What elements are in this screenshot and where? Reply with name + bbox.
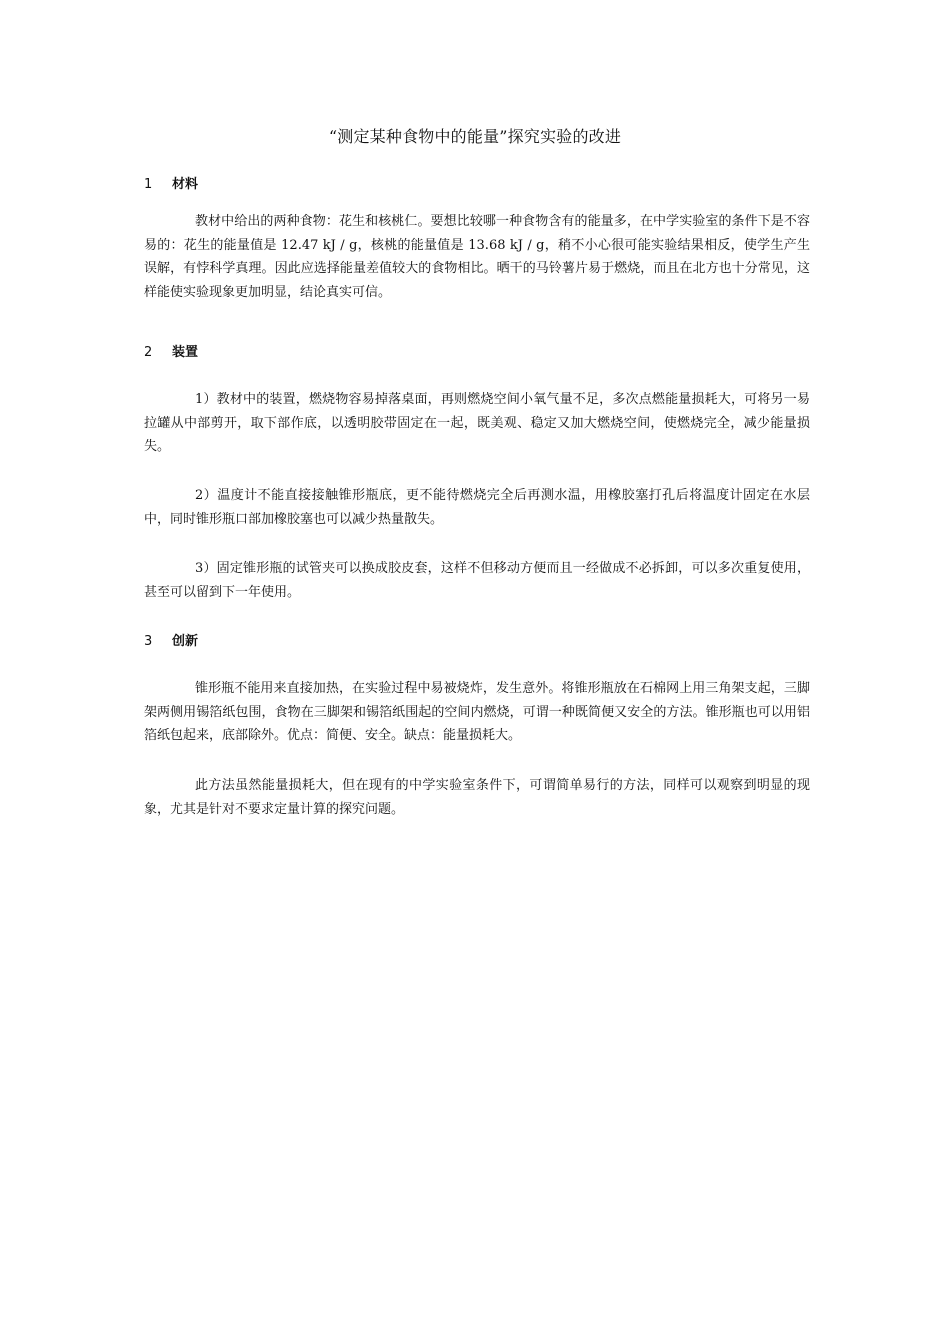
paragraph-innovation-2: 此方法虽然能量损耗大，但在现有的中学实验室条件下，可谓简单易行的方法，同样可以观察到明显的现象，尤其是针对不要求定量计算的探究问题。: [144, 778, 810, 817]
section-heading-materials: [144, 175, 198, 195]
section-title: 材料: [172, 177, 199, 192]
paragraph-apparatus-3: 3）固定锥形瓶的试管夹可以换成胶皮套，这样不但移动方便而且一经做成不必拆卸，可以多次重复使用，甚至可以留到下一年使用。: [144, 561, 810, 600]
section-title: 装置: [172, 345, 199, 360]
section-heading-innovation: [144, 632, 198, 652]
section-heading-apparatus: [144, 343, 198, 363]
paragraph-apparatus-2: 2）温度计不能直接接触锥形瓶底，更不能待燃烧完全后再测水温，用橡胶塞打孔后将温度计固定在水层中，同时锥形瓶口部加橡胶塞也可以减少热量散失。: [144, 488, 810, 527]
section-number: 1: [144, 177, 153, 192]
document-title: “测定某种食物中的能量”探究实验的改进: [328, 127, 622, 146]
section-title: 创新: [172, 634, 199, 649]
paragraph-apparatus-1: 1）教材中的装置，燃烧物容易掉落桌面，再则燃烧空间小氧气量不足，多次点燃能量损耗大，可将另一易拉罐从中部剪开，取下部作底，以透明胶带固定在一起，既美观、稳定又加大燃烧空间，使燃烧完全，减少能量损失。: [144, 392, 810, 454]
paragraph-materials: 教材中给出的两种食物：花生和核桃仁。要想比较哪一种食物含有的能量多，在中学实验室的条件下是不容易的：花生的能量值是 12.47 kJ / g，核桃的能量值是 13.68 kJ / g，稍不小心很可能实验结果相反，使学生产生误解，有悖科学真理。因此应选择能量差值较大的食物相比。晒干的马铃薯片易于燃烧，而且在北方也十分常见，这样能使实验现象更加明显，结论真实可信。: [144, 214, 810, 300]
section-number: 3: [144, 634, 153, 649]
paragraph-innovation-1: 锥形瓶不能用来直接加热，在实验过程中易被烧炸，发生意外。将锥形瓶放在石棉网上用三角架支起，三脚架两侧用锡箔纸包围，食物在三脚架和锡箔纸围起的空间内燃烧，可谓一种既简便又安全的方法。锥形瓶也可以用铝箔纸包起来，底部除外。优点：简便、安全。缺点：能量损耗大。: [144, 681, 810, 743]
section-number: 2: [144, 345, 153, 360]
